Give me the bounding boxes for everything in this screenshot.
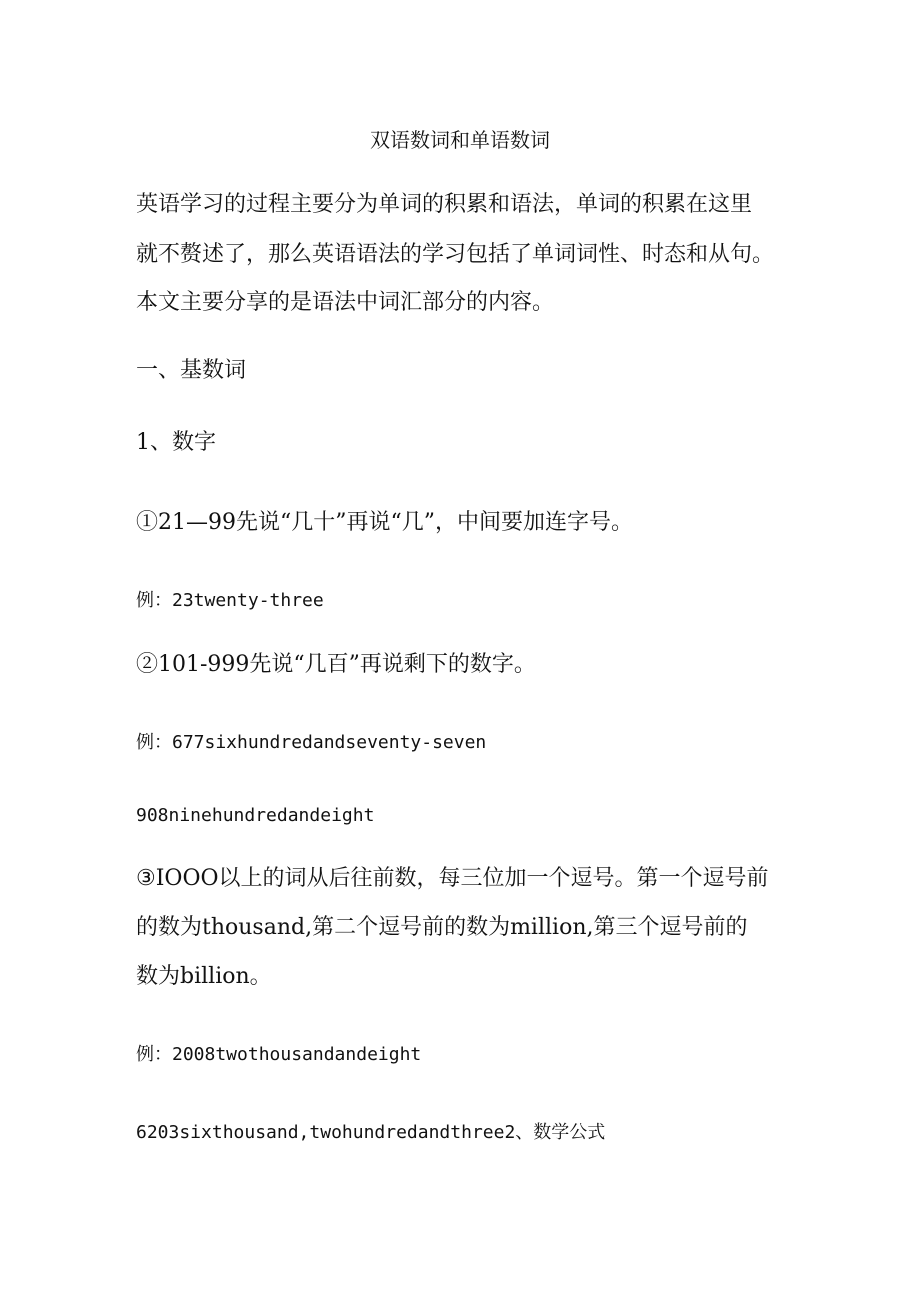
rule-3-line-2: 的数为thousand,第二个逗号前的数为million,第三个逗号前的 (136, 915, 748, 940)
rule-1: ①21—99先说“几十”再说“几”，中间要加连字号。 (136, 510, 633, 535)
rule-2-example-1: 例：677sixhundredandseventy-seven (136, 732, 487, 753)
intro-line-2: 就不赘述了，那么英语语法的学习包括了单词词性、时态和从句。 (136, 242, 775, 267)
rule-1-example: 例：23twenty-three (136, 590, 324, 611)
rule-3-example-2: 6203sixthousand,twohundredandthree2、数学公式 (136, 1122, 606, 1143)
rule-2: ②101-999先说“几百”再说剩下的数字。 (136, 652, 536, 677)
section-heading-cardinal-numbers: 一、基数词 (136, 358, 247, 383)
rule-3-example-1: 例：2008twothousandandeight (136, 1044, 422, 1065)
rule-2-example-2: 908ninehundredandeight (136, 805, 375, 826)
subsection-heading-digits: 1、数字 (136, 430, 216, 455)
intro-line-3: 本文主要分享的是语法中词汇部分的内容。 (136, 290, 555, 315)
rule-3-line-1: ③IOOO以上的词从后往前数，每三位加一个逗号。第一个逗号前 (136, 866, 769, 891)
document-title: 双语数词和单语数词 (370, 128, 550, 152)
intro-line-1: 英语学习的过程主要分为单词的积累和语法，单词的积累在这里 (136, 192, 753, 217)
rule-3-line-3: 数为billion。 (136, 964, 272, 989)
